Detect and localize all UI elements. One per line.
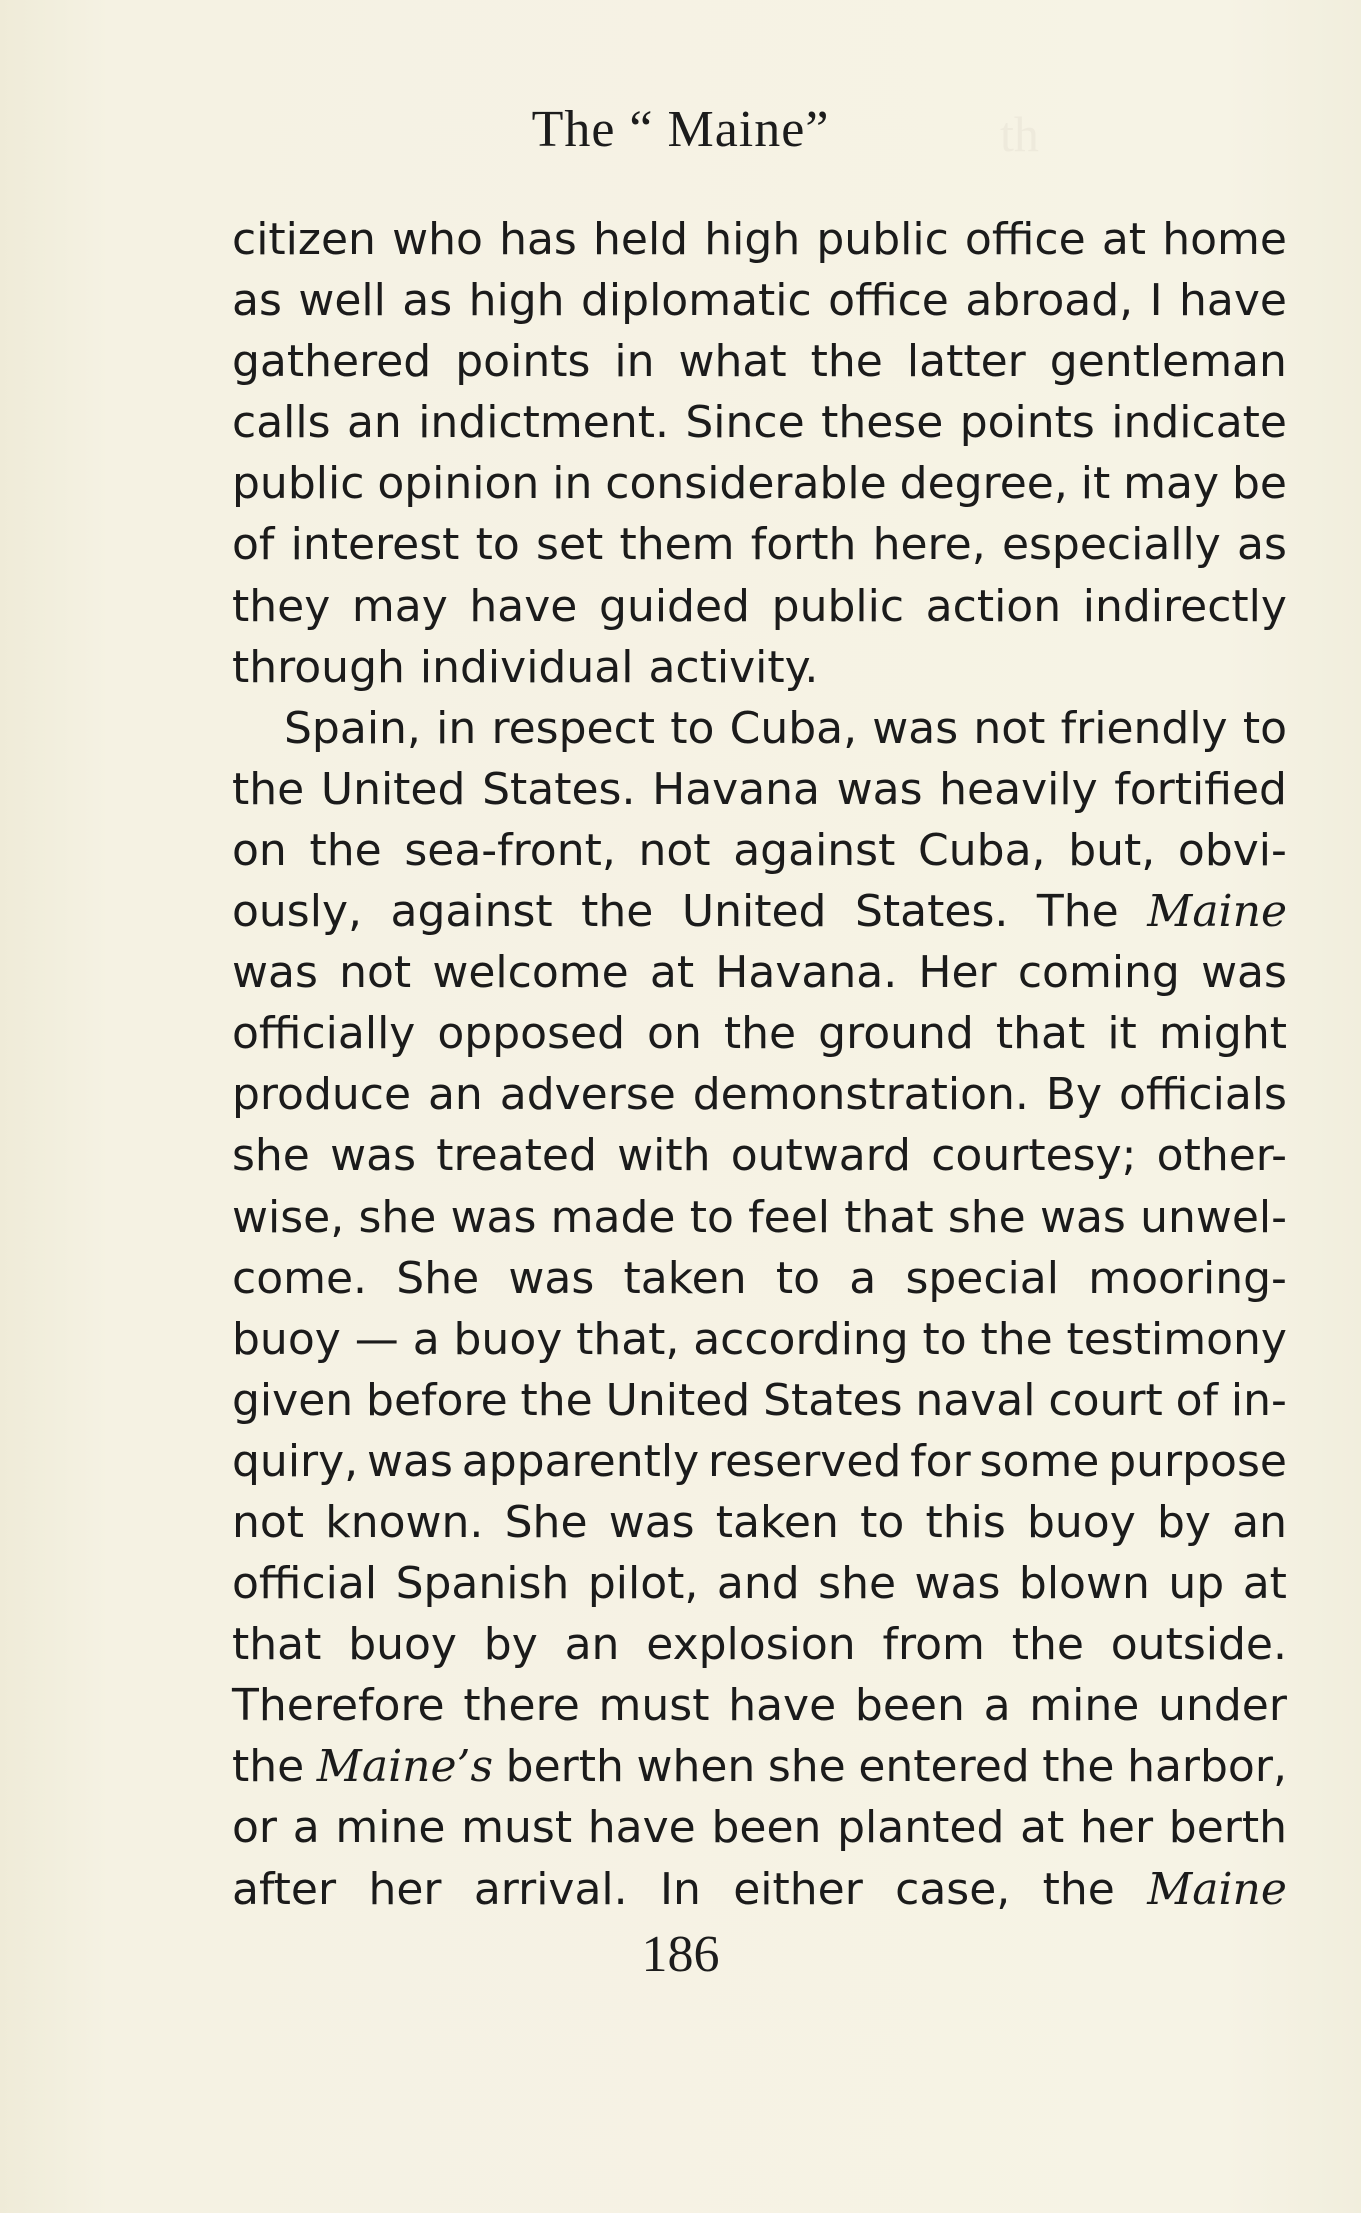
word: I <box>1149 275 1163 327</box>
word: was <box>1039 1191 1126 1243</box>
text-line <box>232 698 1287 759</box>
word: unwel- <box>1140 1191 1287 1243</box>
word: the <box>810 336 883 388</box>
word: adverse <box>499 1069 676 1121</box>
word: in <box>436 702 477 754</box>
word: when <box>636 1741 756 1793</box>
word: was <box>1201 947 1287 999</box>
word: purpose <box>1108 1435 1287 1487</box>
text-line <box>232 453 1287 514</box>
word: apparently <box>461 1435 700 1487</box>
word: she <box>232 1130 310 1182</box>
word: according <box>693 1313 909 1365</box>
word: buoy <box>1026 1496 1136 1548</box>
word: that <box>995 1008 1086 1060</box>
word: office <box>964 214 1086 265</box>
word: from <box>882 1619 985 1671</box>
word: The <box>1036 886 1119 938</box>
word: by <box>483 1619 538 1671</box>
text-line <box>232 1553 1287 1614</box>
text-line <box>232 331 1287 392</box>
word: come. <box>232 1252 368 1304</box>
word: was <box>872 702 959 754</box>
show-through-text: th <box>1000 106 1039 162</box>
word: that <box>844 1191 934 1243</box>
word: feel <box>748 1191 830 1243</box>
word: United <box>605 1374 751 1426</box>
word: against <box>733 824 896 876</box>
word: ously, <box>232 886 362 938</box>
word: friendly <box>1060 702 1228 754</box>
word: not <box>638 824 711 876</box>
word: office <box>828 275 949 327</box>
word: she <box>818 1558 897 1610</box>
word: buoy — a <box>232 1313 440 1365</box>
word: was <box>330 1130 416 1182</box>
word: buoy <box>453 1313 563 1365</box>
word: indicate <box>1111 397 1287 449</box>
text-line <box>232 759 1287 820</box>
word: indirectly <box>1082 580 1287 632</box>
word: public <box>816 214 949 265</box>
word: was <box>836 763 923 815</box>
word: mooring- <box>1088 1252 1287 1304</box>
word: may <box>1123 458 1220 510</box>
word: was <box>367 1435 453 1487</box>
word: either <box>733 1863 863 1915</box>
word: interest <box>290 519 460 571</box>
word: Havana <box>652 763 821 815</box>
word: she <box>358 1191 437 1243</box>
word: berth <box>505 1741 624 1793</box>
word: for <box>910 1435 971 1487</box>
word: harbor, <box>1127 1741 1287 1793</box>
word: an <box>564 1619 620 1671</box>
word: it <box>1080 458 1111 510</box>
word: points <box>959 397 1095 449</box>
word: mine <box>335 1802 446 1854</box>
word: heavily <box>939 763 1098 815</box>
word: latter <box>906 336 1026 388</box>
word: known. <box>325 1496 484 1548</box>
word: at <box>1020 1802 1065 1854</box>
word: gathered <box>232 336 432 388</box>
italic-word: Maine <box>1147 1863 1287 1915</box>
text-line <box>232 1675 1287 1736</box>
text-line <box>232 209 1287 270</box>
italic-word: Maine <box>1147 886 1287 938</box>
word: was <box>608 1496 695 1548</box>
word: officially <box>232 1008 416 1060</box>
word: other- <box>1156 1130 1287 1182</box>
word: before <box>366 1374 508 1426</box>
word: as <box>1237 519 1287 571</box>
word: she <box>947 1191 1026 1243</box>
word: the <box>520 1374 593 1426</box>
body-text <box>232 209 1287 1920</box>
word: naval <box>915 1374 1036 1426</box>
word: especially <box>1001 519 1221 571</box>
word: have <box>728 1680 837 1732</box>
word: the <box>309 824 382 876</box>
word: her <box>368 1863 442 1915</box>
word: case, <box>895 1863 1011 1915</box>
running-head: The “ Maine” <box>531 101 830 158</box>
text-line <box>232 270 1287 331</box>
word: States. <box>855 886 1009 938</box>
word: against <box>390 886 553 938</box>
word: activity. <box>648 641 819 693</box>
word: who <box>392 214 483 265</box>
word: points <box>455 336 591 388</box>
word: that, <box>576 1313 680 1365</box>
word: abroad, <box>965 275 1134 327</box>
text-line <box>232 1003 1287 1064</box>
word: the <box>723 1008 797 1060</box>
word: berth <box>1168 1802 1287 1854</box>
word: sea-front, <box>404 824 616 876</box>
word: made <box>550 1191 676 1243</box>
word: an <box>346 397 402 449</box>
word: was <box>232 947 318 999</box>
word: as <box>232 275 282 327</box>
text-line <box>232 514 1287 575</box>
word: pilot, <box>587 1558 699 1610</box>
word: opposed <box>437 1008 625 1060</box>
word: to <box>475 519 520 571</box>
word: citizen <box>232 214 376 265</box>
word: might <box>1158 1008 1287 1060</box>
word: it <box>1107 1008 1137 1060</box>
word: special <box>905 1252 1059 1304</box>
text-line <box>232 1248 1287 1309</box>
word: forth <box>750 519 857 571</box>
word: Havana. <box>715 947 898 999</box>
word: a <box>292 1802 320 1854</box>
word: blown <box>1018 1558 1150 1610</box>
word: respect <box>491 702 656 754</box>
word: mine <box>1029 1680 1140 1732</box>
word: as <box>402 275 453 327</box>
text-line <box>232 1492 1287 1553</box>
word: Since <box>685 397 805 449</box>
word: welcome <box>432 947 629 999</box>
word: was <box>508 1252 595 1304</box>
text-line <box>232 820 1287 881</box>
word: coming <box>1017 947 1180 999</box>
word: action <box>925 580 1062 632</box>
word: held <box>593 214 689 265</box>
word: Cuba, <box>918 824 1046 876</box>
word: wise, <box>232 1191 345 1243</box>
text-line <box>232 881 1287 942</box>
word: outside. <box>1110 1619 1287 1671</box>
word: not <box>339 947 412 999</box>
word: was <box>914 1558 1001 1610</box>
word: demonstration. <box>692 1069 1029 1121</box>
word: explosion <box>646 1619 856 1671</box>
word: a <box>849 1252 877 1304</box>
text-line <box>232 1370 1287 1431</box>
word: or <box>232 1802 278 1854</box>
word: must <box>598 1680 710 1732</box>
word: at <box>649 947 695 999</box>
text-line <box>232 1309 1287 1370</box>
word: here, <box>872 519 986 571</box>
word: been <box>711 1802 822 1854</box>
word: outward <box>730 1130 911 1182</box>
word: entered <box>858 1741 1030 1793</box>
word: must <box>461 1802 573 1854</box>
word: fortified <box>1114 763 1287 815</box>
word: of <box>232 519 275 571</box>
word: diplomatic <box>580 275 812 327</box>
word: high <box>468 275 565 327</box>
word: but, <box>1068 824 1156 876</box>
word: to <box>670 702 715 754</box>
word: that <box>232 1619 322 1671</box>
word: taken <box>623 1252 747 1304</box>
word: Spain, <box>284 702 421 754</box>
word: to <box>860 1496 905 1548</box>
word: home <box>1162 214 1287 265</box>
word: not <box>973 702 1046 754</box>
word: have <box>1179 275 1287 327</box>
word: an <box>1232 1496 1287 1548</box>
word: Cuba, <box>729 702 858 754</box>
word: In <box>659 1863 701 1915</box>
word: some <box>979 1435 1100 1487</box>
word: given <box>232 1374 354 1426</box>
text-line <box>232 392 1287 453</box>
word: She <box>396 1252 480 1304</box>
word: there <box>463 1680 580 1732</box>
word: officials <box>1118 1069 1287 1121</box>
word: courtesy; <box>931 1130 1137 1182</box>
word: has <box>499 214 577 265</box>
word: may <box>351 580 448 632</box>
word: the <box>232 1741 305 1793</box>
word: an <box>427 1069 483 1121</box>
word: high <box>704 214 801 265</box>
word: the <box>581 886 654 938</box>
word: they <box>232 580 331 632</box>
word: have <box>469 580 578 632</box>
word: under <box>1158 1680 1287 1732</box>
word: by <box>1156 1496 1211 1548</box>
word: gentleman <box>1049 336 1287 388</box>
word: to <box>922 1313 967 1365</box>
word: quiry, <box>232 1435 359 1487</box>
word: the <box>1042 1863 1115 1915</box>
word: buoy <box>348 1619 457 1671</box>
word: taken <box>715 1496 839 1548</box>
word: guided <box>599 580 750 632</box>
word: considerable <box>605 458 887 510</box>
word: ground <box>818 1008 974 1060</box>
word: opinion <box>377 458 540 510</box>
word: She <box>504 1496 588 1548</box>
word: By <box>1045 1069 1103 1121</box>
word: what <box>678 336 787 388</box>
word: been <box>854 1680 965 1732</box>
word: at <box>1101 214 1147 265</box>
word: testimony <box>1066 1313 1287 1365</box>
word: her <box>1080 1802 1154 1854</box>
word: be <box>1231 458 1287 510</box>
word: Her <box>918 947 997 999</box>
word: up <box>1168 1558 1225 1610</box>
italic-word: Maine’s <box>316 1741 494 1793</box>
word: to <box>1242 702 1287 754</box>
word: obvi- <box>1177 824 1287 876</box>
word: after <box>232 1863 337 1915</box>
word: Spanish <box>395 1558 570 1610</box>
word: in <box>614 336 655 388</box>
text-line <box>232 1797 1287 1858</box>
word: with <box>617 1130 711 1182</box>
word: individual <box>419 641 634 693</box>
word: planted <box>837 1802 1005 1854</box>
word: public <box>771 580 905 632</box>
text-line <box>232 1064 1287 1125</box>
word: United <box>320 763 466 815</box>
text-line <box>232 1125 1287 1186</box>
word: arrival. <box>473 1863 628 1915</box>
word: reserved <box>708 1435 902 1487</box>
word: on <box>647 1008 702 1060</box>
page-number: 186 <box>641 1926 720 1983</box>
word: the <box>232 763 305 815</box>
word: this <box>925 1496 1006 1548</box>
text-line <box>232 942 1287 1003</box>
word: on <box>232 824 287 876</box>
text-line <box>232 1736 1287 1797</box>
text-line <box>232 576 1287 637</box>
text-line <box>232 637 1287 698</box>
word: calls <box>232 397 331 449</box>
word: produce <box>232 1069 412 1121</box>
word: not <box>232 1496 305 1548</box>
word: these <box>821 397 944 449</box>
word: official <box>232 1558 378 1610</box>
text-line <box>232 1431 1287 1492</box>
word: indictment. <box>418 397 669 449</box>
word: she <box>767 1741 846 1793</box>
word: in- <box>1230 1374 1287 1426</box>
word: United <box>681 886 827 938</box>
text-line <box>232 1614 1287 1675</box>
word: to <box>689 1191 734 1243</box>
word: States <box>763 1374 903 1426</box>
word: them <box>619 519 735 571</box>
word: in <box>552 458 593 510</box>
word: well <box>298 275 386 327</box>
word: public <box>232 458 365 510</box>
text-line <box>232 1859 1287 1920</box>
word: a <box>983 1680 1011 1732</box>
word: to <box>775 1252 820 1304</box>
word: court <box>1048 1374 1163 1426</box>
word: the <box>980 1313 1053 1365</box>
word: at <box>1242 1558 1287 1610</box>
text-line <box>232 1187 1287 1248</box>
word: through <box>232 641 405 693</box>
word: of <box>1175 1374 1219 1426</box>
word: set <box>536 519 604 571</box>
word: and <box>716 1558 800 1610</box>
word: Therefore <box>232 1680 445 1732</box>
word: the <box>1011 1619 1084 1671</box>
word: States. <box>482 763 636 815</box>
word: degree, <box>899 458 1068 510</box>
word: was <box>450 1191 537 1243</box>
word: treated <box>436 1130 597 1182</box>
word: the <box>1042 1741 1115 1793</box>
word: have <box>587 1802 696 1854</box>
